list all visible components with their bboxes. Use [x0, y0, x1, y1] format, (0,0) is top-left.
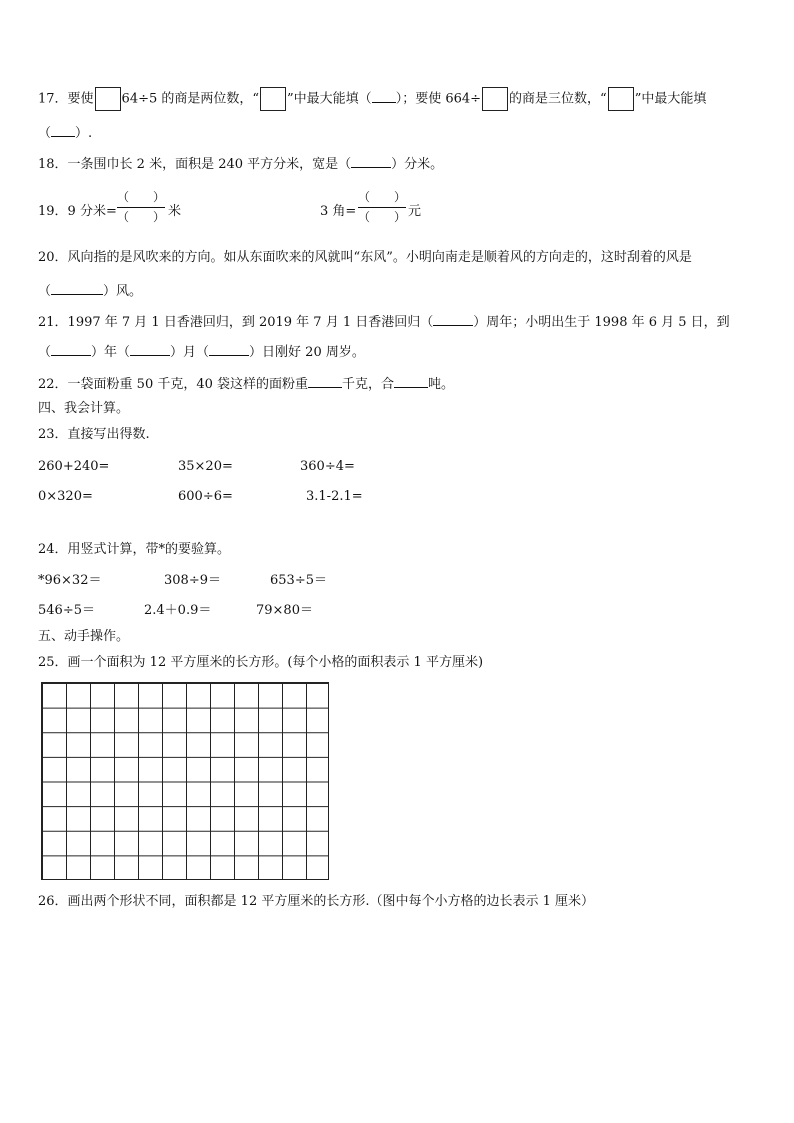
q17-blank-box-3[interactable] — [482, 87, 508, 111]
q24-item: 308÷9＝ — [164, 573, 221, 588]
q19-fraction-2-numerator[interactable]: （ ） — [358, 190, 407, 204]
q25-drawing-grid[interactable] — [41, 682, 329, 880]
q23-item: 260+240= — [38, 459, 110, 474]
q17-answer-blank-2[interactable] — [51, 124, 75, 137]
q23-item: 600÷6= — [178, 489, 233, 504]
q24-item: 546÷5＝ — [38, 603, 95, 618]
q25-prompt: 25．画一个面积为 12 平方厘米的长方形。(每个小格的面积表示 1 平方厘米) — [38, 655, 484, 670]
q17-blank-box-2[interactable] — [260, 87, 286, 111]
q21-answer-blank-4[interactable] — [209, 343, 249, 356]
q19-fraction-1-denominator[interactable]: （ ） — [117, 210, 166, 224]
section-5-heading: 五、动手操作。 — [38, 629, 130, 644]
q24-item: *96×32＝ — [38, 573, 102, 588]
q18-answer-blank[interactable] — [351, 155, 391, 168]
q23-title: 23．直接写出得数. — [38, 427, 150, 442]
q24-item: 79×80＝ — [256, 603, 313, 618]
q17-answer-blank-1[interactable] — [372, 90, 396, 103]
fraction-bar — [358, 207, 406, 208]
q19-fraction-1 — [117, 190, 165, 225]
q21-answer-blank-1[interactable] — [433, 313, 473, 326]
q22-answer-blank-2[interactable] — [394, 375, 428, 388]
q23-item: 360÷4= — [300, 459, 355, 474]
q26-prompt: 26．画出两个形状不同，面积都是 12 平方厘米的长方形.（图中每个小方格的边长表示 1 厘米） — [38, 894, 595, 909]
q23-item: 0×320= — [38, 489, 93, 504]
q17-blank-box-4[interactable] — [608, 87, 634, 111]
q21-answer-blank-2[interactable] — [51, 343, 91, 356]
q24-item: 2.4＋0.9＝ — [144, 603, 212, 618]
fraction-bar — [117, 207, 165, 208]
q19-right-unit: 元 — [408, 204, 422, 219]
q19-right-label: 3 角= — [320, 204, 357, 219]
q17-line1: 17．要使 64÷5 的商是两位数，“ ”中最大能填（ ）；要使 664÷ 的商是三位数，“ ”中最大能填 — [38, 87, 706, 111]
q17-line2: （ ）. — [38, 126, 93, 141]
q22-line: 22．一袋面粉重 50 千克，40 袋这样的面粉重 千克，合 吨。 — [38, 377, 455, 392]
q20-line1: 20．风向指的是风吹来的方向。如从东面吹来的风就叫“东风”。小明向南走是顺着风的方向走的，这时刮着的风是 — [38, 250, 692, 265]
q19-fraction-1-numerator[interactable]: （ ） — [117, 190, 166, 204]
q17-blank-box-1[interactable] — [95, 87, 121, 111]
q18-line: 18．一条围巾长 2 米，面积是 240 平方分米，宽是（ ）分米。 — [38, 157, 444, 172]
q24-item: 653÷5＝ — [270, 573, 327, 588]
q20-answer-blank[interactable] — [51, 282, 103, 295]
q24-title: 24．用竖式计算，带*的要验算。 — [38, 542, 231, 557]
q21-line2: （ ）年（ ）月（ ）日刚好 20 周岁。 — [38, 345, 365, 360]
q23-item: 35×20= — [178, 459, 233, 474]
q21-line1: 21．1997 年 7 月 1 日香港回归，到 2019 年 7 月 1 日香港回归（ ）周年；小明出生于 1998 年 6 月 5 日，到 — [38, 315, 730, 330]
q19-fraction-2 — [358, 190, 406, 225]
q21-answer-blank-3[interactable] — [130, 343, 170, 356]
q19-left-label: 19．9 分米= — [38, 204, 117, 219]
q19-fraction-2-denominator[interactable]: （ ） — [358, 210, 407, 224]
section-4-heading: 四、我会计算。 — [38, 401, 130, 416]
q23-item: 3.1-2.1= — [306, 489, 363, 504]
q19-left-unit: 米 — [168, 204, 182, 219]
q22-answer-blank-1[interactable] — [308, 375, 342, 388]
q20-line2: （ ）风。 — [38, 284, 143, 299]
